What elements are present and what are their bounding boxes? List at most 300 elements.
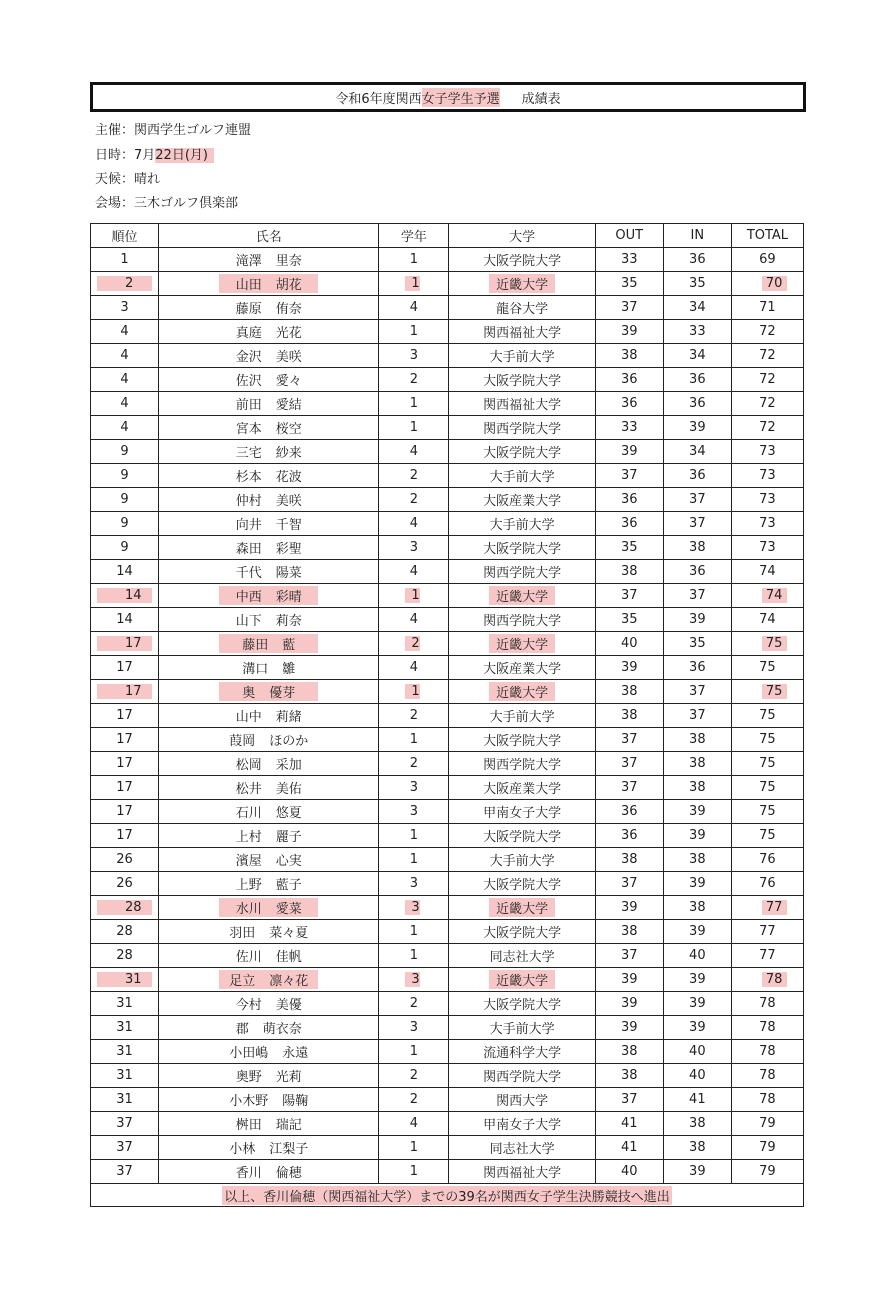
- grade-cell: [379, 344, 449, 368]
- player-name: [229, 734, 308, 749]
- rank-cell: [91, 272, 159, 296]
- name-cell: [159, 440, 379, 464]
- in-score: 34: [689, 348, 706, 363]
- out-cell: [595, 1112, 663, 1136]
- family-name: 真庭: [235, 326, 262, 341]
- total-cell: [731, 1040, 803, 1064]
- in-cell: [663, 488, 731, 512]
- player-name: [236, 854, 302, 869]
- player-name: [229, 1142, 308, 1157]
- table-row: [91, 320, 804, 344]
- rank-cell: [91, 1160, 159, 1184]
- rank-cell: [91, 392, 159, 416]
- family-name: 奥: [242, 686, 256, 701]
- family-name: 杉本: [235, 470, 262, 485]
- in-cell: [663, 272, 731, 296]
- rank-value: 31: [97, 972, 152, 987]
- rank-value: 28: [97, 900, 152, 915]
- name-cell: [159, 584, 379, 608]
- university-value: 近畿大学: [489, 682, 554, 701]
- rank-cell: [91, 656, 159, 680]
- rank-cell: [91, 824, 159, 848]
- player-name: [219, 898, 318, 917]
- in-score: 38: [689, 540, 706, 555]
- total-score: 78: [759, 1020, 776, 1035]
- total-cell: [731, 656, 803, 680]
- rank-cell: [91, 1040, 159, 1064]
- rank-value: 14: [116, 612, 133, 627]
- grade-value: 1: [409, 420, 419, 435]
- rank-cell: [91, 248, 159, 272]
- player-name: [236, 398, 302, 413]
- in-score: 34: [689, 300, 706, 315]
- table-row: [91, 416, 804, 440]
- total-score: 79: [759, 1140, 776, 1155]
- family-name: 足立: [229, 974, 256, 989]
- table-row: [91, 704, 804, 728]
- grade-cell: [379, 968, 449, 992]
- out-cell: [595, 1136, 663, 1160]
- name-cell: [159, 680, 379, 704]
- grade-cell: [379, 272, 449, 296]
- rank-cell: [91, 800, 159, 824]
- table-row: [91, 632, 804, 656]
- grade-cell: [379, 536, 449, 560]
- name-cell: [159, 1040, 379, 1064]
- family-name: 藤原: [235, 302, 262, 317]
- in-score: 36: [689, 468, 706, 483]
- rank-cell: [91, 968, 159, 992]
- in-cell: [663, 944, 731, 968]
- out-score: 41: [620, 1140, 638, 1155]
- total-cell: [731, 560, 803, 584]
- grade-value: 4: [409, 564, 419, 579]
- university-value: 大手前大学: [489, 1022, 555, 1037]
- given-name: 陽菜: [275, 566, 302, 581]
- name-cell: [159, 992, 379, 1016]
- university-cell: [449, 944, 595, 968]
- total-cell: [731, 968, 803, 992]
- out-score: 36: [620, 492, 638, 507]
- total-cell: [731, 344, 803, 368]
- university-value: 関西福祉大学: [483, 398, 562, 413]
- player-name: [236, 1070, 302, 1085]
- grade-cell: [379, 920, 449, 944]
- header-total: TOTAL: [731, 224, 803, 248]
- out-cell: [595, 560, 663, 584]
- in-cell: [663, 440, 731, 464]
- rank-cell: [91, 632, 159, 656]
- university-value: 大阪学院大学: [483, 374, 562, 389]
- rank-value: 31: [116, 1020, 133, 1035]
- player-name: [236, 374, 302, 389]
- in-score: 38: [689, 1140, 706, 1155]
- university-cell: [449, 320, 595, 344]
- out-cell: [595, 896, 663, 920]
- rank-value: 9: [120, 492, 129, 507]
- header-in: IN: [663, 224, 731, 248]
- date-label: 日時：7月: [95, 148, 156, 163]
- total-score: 75: [759, 804, 776, 819]
- table-header-row: [91, 224, 804, 248]
- player-name: [236, 998, 302, 1013]
- total-score: 77: [762, 900, 787, 915]
- rank-value: 17: [97, 636, 152, 651]
- family-name: 今村: [235, 998, 262, 1013]
- player-name: [236, 326, 302, 341]
- name-cell: [159, 704, 379, 728]
- university-cell: [449, 728, 595, 752]
- grade-cell: [379, 560, 449, 584]
- university-value: 大阪学院大学: [483, 830, 562, 845]
- total-score: 73: [759, 468, 776, 483]
- given-name: 麗子: [275, 830, 302, 845]
- in-cell: [663, 392, 731, 416]
- family-name: 上野: [235, 878, 262, 893]
- total-score: 77: [759, 924, 776, 939]
- name-cell: [159, 608, 379, 632]
- table-row: [91, 296, 804, 320]
- table-row: [91, 512, 804, 536]
- total-cell: [731, 992, 803, 1016]
- out-cell: [595, 608, 663, 632]
- family-name: 藤田: [242, 638, 269, 653]
- header-out: OUT: [595, 224, 663, 248]
- rank-cell: [91, 536, 159, 560]
- given-name: 永遠: [282, 1046, 309, 1061]
- total-cell: [731, 848, 803, 872]
- in-score: 39: [689, 804, 706, 819]
- table-row: [91, 392, 804, 416]
- table-row: [91, 776, 804, 800]
- out-score: 36: [620, 372, 638, 387]
- in-cell: [663, 920, 731, 944]
- rank-value: 14: [97, 588, 152, 603]
- given-name: 愛菜: [275, 902, 302, 917]
- rank-cell: [91, 944, 159, 968]
- out-cell: [595, 968, 663, 992]
- header-rank: 順位: [91, 224, 159, 248]
- out-cell: [595, 1016, 663, 1040]
- date-line: [95, 148, 214, 164]
- player-name: [229, 1094, 308, 1109]
- university-cell: [449, 272, 595, 296]
- header-grade: 学年: [379, 224, 449, 248]
- total-cell: [731, 1160, 803, 1184]
- family-name: 小林: [229, 1142, 256, 1157]
- name-cell: [159, 416, 379, 440]
- player-name: [236, 446, 302, 461]
- total-score: 73: [759, 540, 776, 555]
- out-cell: [595, 1160, 663, 1184]
- university-cell: [449, 344, 595, 368]
- university-cell: [449, 632, 595, 656]
- table-row: [91, 1136, 804, 1160]
- given-name: 紗来: [275, 446, 302, 461]
- university-value: 大阪学院大学: [483, 998, 562, 1013]
- grade-cell: [379, 296, 449, 320]
- university-value: 同志社大学: [489, 1142, 555, 1157]
- rank-value: 37: [116, 1164, 133, 1179]
- out-score: 39: [620, 996, 638, 1011]
- footer-note: 以上、香川倫穂（関西福祉大学）までの39名が関西女子学生決勝競技へ進出: [222, 1186, 672, 1205]
- in-score: 39: [689, 972, 706, 987]
- title-prefix: 令和6年度関西: [335, 91, 422, 107]
- rank-value: 4: [120, 372, 129, 387]
- out-score: 37: [620, 1092, 638, 1107]
- university-value: 関西学院大学: [483, 758, 562, 773]
- in-score: 37: [689, 684, 706, 699]
- grade-value: 2: [409, 756, 419, 771]
- out-cell: [595, 368, 663, 392]
- in-cell: [663, 584, 731, 608]
- given-name: 江梨子: [269, 1142, 309, 1157]
- out-score: 39: [620, 660, 638, 675]
- given-name: 莉奈: [275, 614, 302, 629]
- player-name: [236, 254, 302, 269]
- in-score: 38: [689, 900, 706, 915]
- university-cell: [449, 1040, 595, 1064]
- name-cell: [159, 800, 379, 824]
- in-cell: [663, 344, 731, 368]
- university-value: 大手前大学: [489, 350, 555, 365]
- in-cell: [663, 536, 731, 560]
- university-cell: [449, 704, 595, 728]
- table-row: [91, 440, 804, 464]
- grade-value: 3: [409, 1020, 419, 1035]
- rank-value: 4: [120, 324, 129, 339]
- out-cell: [595, 296, 663, 320]
- grade-cell: [379, 1136, 449, 1160]
- date-highlight: 22日(月): [155, 148, 214, 163]
- total-score: 75: [762, 636, 787, 651]
- grade-value: 2: [409, 372, 419, 387]
- university-cell: [449, 968, 595, 992]
- table-row: [91, 680, 804, 704]
- family-name: 中西: [235, 590, 262, 605]
- table-row: [91, 464, 804, 488]
- university-cell: [449, 416, 595, 440]
- family-name: 石川: [235, 806, 262, 821]
- out-cell: [595, 824, 663, 848]
- grade-value: 2: [409, 468, 419, 483]
- in-cell: [663, 656, 731, 680]
- grade-cell: [379, 1088, 449, 1112]
- name-cell: [159, 920, 379, 944]
- family-name: 桝田: [235, 1118, 262, 1133]
- total-score: 78: [759, 1044, 776, 1059]
- given-name: 胡花: [275, 278, 302, 293]
- total-cell: [731, 272, 803, 296]
- in-cell: [663, 1040, 731, 1064]
- rank-value: 14: [116, 564, 133, 579]
- in-cell: [663, 632, 731, 656]
- total-score: 76: [759, 852, 776, 867]
- university-value: 大手前大学: [489, 710, 555, 725]
- total-score: 78: [762, 972, 787, 987]
- grade-cell: [379, 632, 449, 656]
- university-cell: [449, 368, 595, 392]
- out-cell: [595, 320, 663, 344]
- grade-value: 2: [409, 1092, 419, 1107]
- total-score: 74: [759, 612, 776, 627]
- rank-value: 26: [116, 876, 133, 891]
- in-cell: [663, 800, 731, 824]
- grade-cell: [379, 464, 449, 488]
- in-cell: [663, 320, 731, 344]
- table-row: [91, 944, 804, 968]
- grade-cell: [379, 680, 449, 704]
- table-row: [91, 824, 804, 848]
- family-name: 三宅: [235, 446, 262, 461]
- grade-value: 1: [409, 252, 419, 267]
- rank-cell: [91, 608, 159, 632]
- university-value: 関西福祉大学: [483, 326, 562, 341]
- grade-cell: [379, 1040, 449, 1064]
- total-score: 75: [759, 756, 776, 771]
- university-cell: [449, 1088, 595, 1112]
- university-cell: [449, 296, 595, 320]
- in-cell: [663, 608, 731, 632]
- out-cell: [595, 1088, 663, 1112]
- name-cell: [159, 512, 379, 536]
- grade-cell: [379, 1016, 449, 1040]
- name-cell: [159, 1160, 379, 1184]
- grade-cell: [379, 512, 449, 536]
- table-row: [91, 1112, 804, 1136]
- given-name: 彩聖: [275, 542, 302, 557]
- out-score: 39: [620, 1020, 638, 1035]
- out-score: 36: [620, 828, 638, 843]
- university-value: 関西学院大学: [483, 566, 562, 581]
- rank-value: 17: [116, 708, 133, 723]
- total-cell: [731, 704, 803, 728]
- header-university: 大学: [449, 224, 595, 248]
- rank-cell: [91, 920, 159, 944]
- table-row: [91, 752, 804, 776]
- in-score: 39: [689, 1020, 706, 1035]
- rank-cell: [91, 992, 159, 1016]
- table-row: [91, 872, 804, 896]
- university-value: 甲南女子大学: [483, 1118, 562, 1133]
- rank-cell: [91, 584, 159, 608]
- university-value: 同志社大学: [489, 950, 555, 965]
- rank-value: 31: [116, 1044, 133, 1059]
- name-cell: [159, 560, 379, 584]
- family-name: 郡: [235, 1022, 249, 1037]
- grade-cell: [379, 320, 449, 344]
- in-cell: [663, 560, 731, 584]
- in-score: 40: [689, 1068, 706, 1083]
- out-score: 36: [620, 516, 638, 531]
- grade-cell: [379, 416, 449, 440]
- rank-value: 31: [116, 1092, 133, 1107]
- out-cell: [595, 656, 663, 680]
- in-score: 41: [689, 1092, 706, 1107]
- in-score: 38: [689, 852, 706, 867]
- total-score: 72: [759, 348, 776, 363]
- university-cell: [449, 1160, 595, 1184]
- player-name: [236, 494, 302, 509]
- family-name: 葭岡: [229, 734, 256, 749]
- family-name: 仲村: [235, 494, 262, 509]
- rank-cell: [91, 560, 159, 584]
- total-cell: [731, 1016, 803, 1040]
- in-score: 39: [689, 612, 706, 627]
- rank-value: 9: [120, 540, 129, 555]
- grade-cell: [379, 392, 449, 416]
- in-score: 39: [689, 1164, 706, 1179]
- title-highlight: 女子学生予選: [422, 88, 500, 107]
- total-cell: [731, 632, 803, 656]
- total-cell: [731, 416, 803, 440]
- rank-value: 28: [116, 948, 133, 963]
- rank-value: 1: [120, 252, 129, 267]
- family-name: 濱屋: [235, 854, 262, 869]
- total-cell: [731, 824, 803, 848]
- in-cell: [663, 896, 731, 920]
- grade-value: 4: [409, 300, 419, 315]
- total-score: 78: [759, 1092, 776, 1107]
- grade-value: 1: [409, 852, 419, 867]
- family-name: 宮本: [235, 422, 262, 437]
- total-score: 71: [759, 300, 776, 315]
- family-name: 森田: [235, 542, 262, 557]
- player-name: [236, 710, 302, 725]
- grade-cell: [379, 752, 449, 776]
- rank-value: 37: [116, 1116, 133, 1131]
- organizer-line: 主催：関西学生ゴルフ連盟: [95, 123, 252, 138]
- player-name: [219, 274, 318, 293]
- in-cell: [663, 1064, 731, 1088]
- in-cell: [663, 704, 731, 728]
- total-score: 75: [759, 660, 776, 675]
- total-score: 75: [759, 780, 776, 795]
- out-score: 39: [620, 900, 638, 915]
- grade-cell: [379, 776, 449, 800]
- player-name: [236, 422, 302, 437]
- university-cell: [449, 584, 595, 608]
- total-cell: [731, 752, 803, 776]
- out-score: 39: [620, 444, 638, 459]
- rank-value: 4: [120, 420, 129, 435]
- out-cell: [595, 248, 663, 272]
- grade-value: 4: [409, 660, 419, 675]
- in-score: 39: [689, 924, 706, 939]
- out-cell: [595, 272, 663, 296]
- university-value: 大阪産業大学: [483, 662, 562, 677]
- out-cell: [595, 536, 663, 560]
- in-cell: [663, 1088, 731, 1112]
- grade-cell: [379, 704, 449, 728]
- out-cell: [595, 848, 663, 872]
- table-row: [91, 896, 804, 920]
- grade-value: 1: [409, 828, 419, 843]
- grade-cell: [379, 848, 449, 872]
- given-name: 桜空: [275, 422, 302, 437]
- grade-cell: [379, 1112, 449, 1136]
- table-row: [91, 656, 804, 680]
- rank-cell: [91, 488, 159, 512]
- out-cell: [595, 512, 663, 536]
- grade-value: 1: [409, 324, 419, 339]
- name-cell: [159, 944, 379, 968]
- rank-value: 17: [116, 828, 133, 843]
- grade-value: 3: [409, 804, 419, 819]
- in-score: 34: [689, 444, 706, 459]
- table-row: [91, 992, 804, 1016]
- out-score: 41: [620, 1116, 638, 1131]
